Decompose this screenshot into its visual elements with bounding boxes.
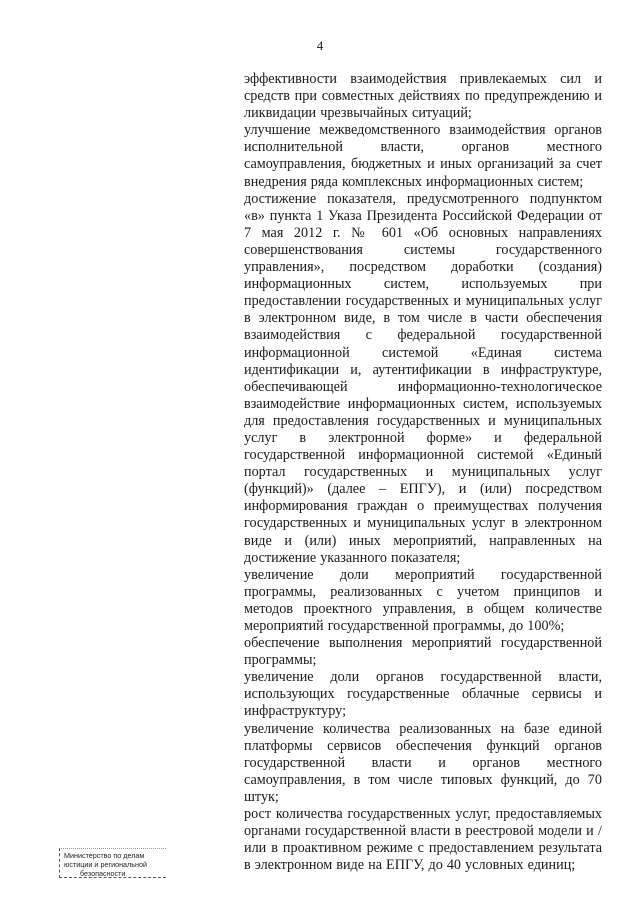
stamp-line-1: Министерство по делам <box>64 851 145 860</box>
stamp-line-2: юстиции и региональной <box>64 860 147 869</box>
paragraph-4: увеличение доли мероприятий государственной программы, реализованных с учетом принципов и методов проектного управления, в общем количестве мероприятий государственной программы, до 100%; <box>244 566 602 634</box>
paragraph-6: увеличение доли органов государственной власти, использующих государственные облачные сервисы и инфраструктуру; <box>244 669 602 720</box>
stamp-line-3: безопасности <box>80 869 126 878</box>
page-number: 4 <box>316 38 324 53</box>
paragraph-3: достижение показателя, предусмотренного подпунктом «в» пункта 1 Указа Президента Российской Федерации от 7 мая 2012 г. № 601 «Об основных направлениях совершенствования системы государственного управления», посредством доработки (создания) информационных систем, используемых при предоставлении государственных и муниципальных услуг в электронном виде, в том числе в части обеспечения взаимодействия с федеральной государственной информационной системой «Единая система идентификации и, аутентификации в инфраструктуре, обеспечивающей информационно-технологическое взаимодействие информационных систем, используемых для предоставления государственных и муниципальных услуг в электронной форме» и федеральной государственной информационной системой «Единый портал государственных и муниципальных услуг (функций)» (далее – ЕПГУ), и (или) посредством информирования граждан о преимуществах получения государственных и муниципальных услуг в электронном виде и (или) иных мероприятий, направленных на достижение указанного показателя; <box>244 190 602 566</box>
paragraph-5: обеспечение выполнения мероприятий государственной программы; <box>244 635 602 669</box>
document-body <box>244 71 602 874</box>
paragraph-1: эффективности взаимодействия привлекаемых сил и средств при совместных действиях по предупреждению и ликвидации чрезвычайных ситуаций; <box>244 71 602 122</box>
paragraph-8: рост количества государственных услуг, предоставляемых органами государственной власти в реестровой модели и /или в проактивном режиме с предоставлением результата в электронном виде на ЕПГУ, до 40 условных единиц; <box>244 806 602 874</box>
registration-stamp <box>59 848 166 878</box>
paragraph-7: увеличение количества реализованных на базе единой платформы сервисов обеспечения функций органов государственной власти и органов местного самоуправления, в том числе типовых функций, до 70 штук; <box>244 720 602 805</box>
paragraph-2: улучшение межведомственного взаимодействия органов исполнительной власти, органов местного самоуправления, бюджетных и иных организаций за счет внедрения ряда комплексных информационных систем; <box>244 122 602 190</box>
